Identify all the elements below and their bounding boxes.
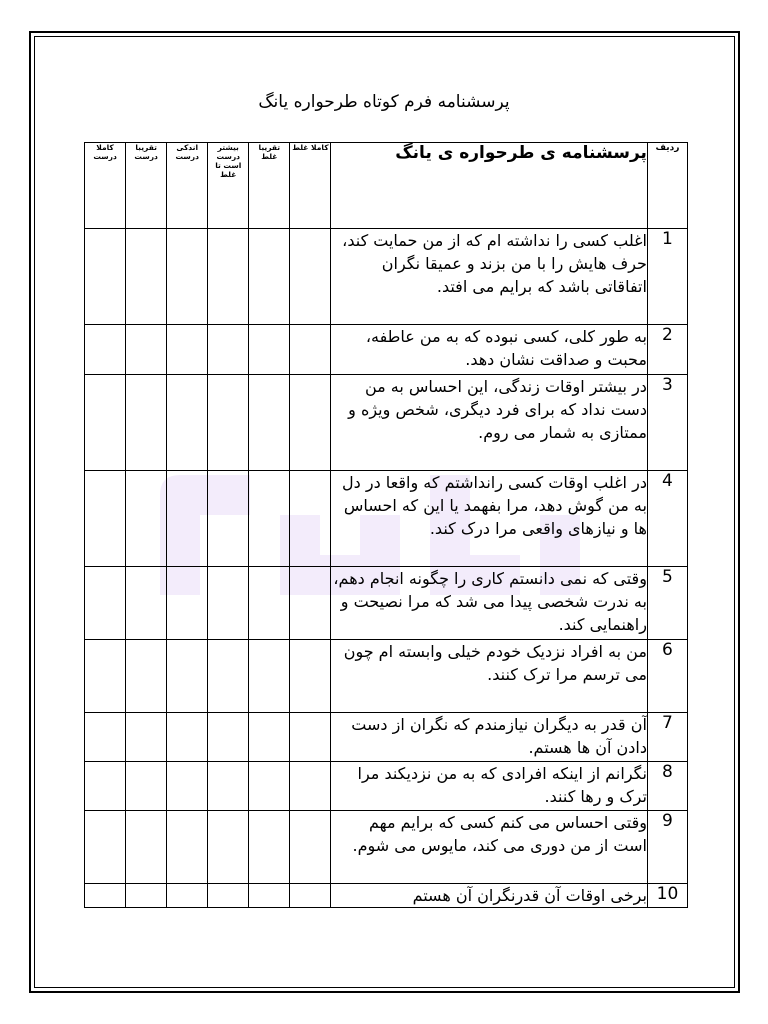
row-number: 7: [647, 713, 687, 762]
answer-cell[interactable]: [167, 325, 208, 375]
question-text: آن قدر به دیگران نیازمندم که نگران از دست دادن آن ها هستم.: [331, 713, 648, 762]
questionnaire-table: [84, 142, 688, 908]
answer-cell[interactable]: [290, 713, 331, 762]
answer-cell[interactable]: [290, 375, 331, 471]
answer-cell[interactable]: [208, 229, 249, 325]
header-answer-mostly-false: تقریبا غلط: [249, 143, 290, 229]
answer-cell[interactable]: [208, 567, 249, 640]
row-number: 8: [647, 762, 687, 811]
answer-cell[interactable]: [85, 884, 126, 908]
answer-cell[interactable]: [208, 811, 249, 884]
answer-cell[interactable]: [290, 567, 331, 640]
row-number: 5: [647, 567, 687, 640]
row-number: 6: [647, 640, 687, 713]
answer-cell[interactable]: [167, 375, 208, 471]
question-text: وقتی احساس می کنم کسی که برایم مهم است از من دوری می کند، مایوس می شوم.: [331, 811, 648, 884]
answer-cell[interactable]: [290, 762, 331, 811]
answer-cell[interactable]: [126, 713, 167, 762]
header-answer-completely-true: کاملا درست: [85, 143, 126, 229]
header-answer-more-true-than-false: بیشتر درست است تا غلط: [208, 143, 249, 229]
answer-cell[interactable]: [126, 471, 167, 567]
answer-cell[interactable]: [290, 229, 331, 325]
answer-cell[interactable]: [126, 762, 167, 811]
answer-cell[interactable]: [167, 640, 208, 713]
answer-cell[interactable]: [126, 375, 167, 471]
question-text: نگرانم از اینکه افرادی که به من نزدیکند مرا ترک و رها کنند.: [331, 762, 648, 811]
header-answer-slightly-true: اندکی درست: [167, 143, 208, 229]
answer-cell[interactable]: [85, 229, 126, 325]
row-number: 10: [647, 884, 687, 908]
answer-cell[interactable]: [85, 471, 126, 567]
row-number: 3: [647, 375, 687, 471]
answer-cell[interactable]: [85, 713, 126, 762]
answer-cell[interactable]: [208, 640, 249, 713]
answer-cell[interactable]: [85, 762, 126, 811]
answer-cell[interactable]: [126, 229, 167, 325]
question-text: در اغلب اوقات کسی رانداشتم که واقعا در دل به من گوش دهد، مرا بفهمد یا این که احساس ها و نیازهای واقعی مرا درک کند.: [331, 471, 648, 567]
table-row: [85, 884, 688, 908]
answer-cell[interactable]: [167, 884, 208, 908]
answer-cell[interactable]: [249, 811, 290, 884]
table-row: [85, 713, 688, 762]
answer-cell[interactable]: [249, 471, 290, 567]
row-number: 2: [647, 325, 687, 375]
answer-cell[interactable]: [249, 884, 290, 908]
header-question: پرسشنامه ی طرحواره ی یانگ: [331, 143, 648, 229]
answer-cell[interactable]: [85, 640, 126, 713]
table-header-row: [85, 143, 688, 229]
table-row: [85, 471, 688, 567]
answer-cell[interactable]: [249, 375, 290, 471]
answer-cell[interactable]: [167, 713, 208, 762]
answer-cell[interactable]: [167, 229, 208, 325]
row-number: 4: [647, 471, 687, 567]
question-text: وقتی که نمی دانستم کاری را چگونه انجام دهم، به ندرت شخصی پیدا می شد که مرا نصیحت و راهنمایی کند.: [331, 567, 648, 640]
table-row: [85, 640, 688, 713]
answer-cell[interactable]: [85, 811, 126, 884]
header-answer-mostly-true: تقریبا درست: [126, 143, 167, 229]
answer-cell[interactable]: [290, 884, 331, 908]
answer-cell[interactable]: [249, 229, 290, 325]
answer-cell[interactable]: [126, 325, 167, 375]
answer-cell[interactable]: [85, 567, 126, 640]
answer-cell[interactable]: [290, 811, 331, 884]
answer-cell[interactable]: [249, 713, 290, 762]
answer-cell[interactable]: [126, 640, 167, 713]
table-row: [85, 811, 688, 884]
answer-cell[interactable]: [208, 325, 249, 375]
table-row: [85, 375, 688, 471]
answer-cell[interactable]: [85, 375, 126, 471]
answer-cell[interactable]: [126, 811, 167, 884]
answer-cell[interactable]: [249, 762, 290, 811]
document-title: پرسشنامه فرم کوتاه طرحواره یانگ: [258, 92, 510, 112]
answer-cell[interactable]: [249, 567, 290, 640]
table-row: [85, 325, 688, 375]
answer-cell[interactable]: [290, 471, 331, 567]
question-text: در بیشتر اوقات زندگی، این احساس به من دست نداد که برای فرد دیگری، شخص ویژه و ممتازی به شمار می روم.: [331, 375, 648, 471]
question-text: به طور کلی، کسی نبوده که به من عاطفه، محبت و صداقت نشان دهد.: [331, 325, 648, 375]
row-number: 9: [647, 811, 687, 884]
answer-cell[interactable]: [167, 811, 208, 884]
answer-cell[interactable]: [208, 884, 249, 908]
answer-cell[interactable]: [290, 325, 331, 375]
question-text: من به افراد نزدیک خودم خیلی وابسته ام چون می ترسم مرا ترک کنند.: [331, 640, 648, 713]
answer-cell[interactable]: [208, 471, 249, 567]
answer-cell[interactable]: [208, 375, 249, 471]
table-row: [85, 762, 688, 811]
question-text: برخی اوقات آن قدرنگران آن هستم: [331, 884, 648, 908]
answer-cell[interactable]: [249, 640, 290, 713]
answer-cell[interactable]: [167, 567, 208, 640]
answer-cell[interactable]: [167, 762, 208, 811]
table-row: [85, 229, 688, 325]
answer-cell[interactable]: [167, 471, 208, 567]
question-text: اغلب کسی را نداشته ام که از من حمایت کند، حرف هایش را با من بزند و عمیقا نگران اتفاقاتی باشد که برایم می افتد.: [331, 229, 648, 325]
header-answer-completely-false: کاملا غلط: [290, 143, 331, 229]
answer-cell[interactable]: [208, 713, 249, 762]
answer-cell[interactable]: [290, 640, 331, 713]
answer-cell[interactable]: [208, 762, 249, 811]
answer-cell[interactable]: [126, 567, 167, 640]
table-row: [85, 567, 688, 640]
answer-cell[interactable]: [85, 325, 126, 375]
answer-cell[interactable]: [249, 325, 290, 375]
header-row-number: ردیف: [647, 143, 687, 229]
row-number: 1: [647, 229, 687, 325]
answer-cell[interactable]: [126, 884, 167, 908]
